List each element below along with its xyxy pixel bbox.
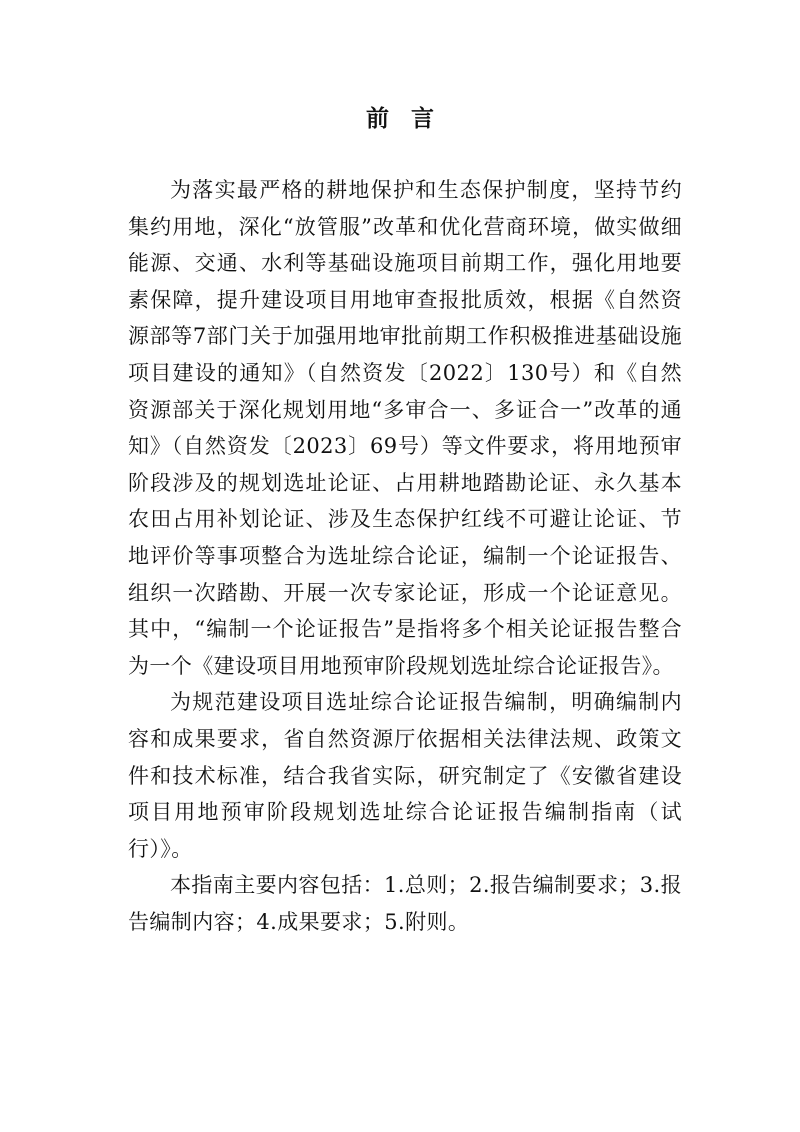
paragraph-1: 为落实最严格的耕地保护和生态保护制度，坚持节约集约用地，深化“放管服”改革和优化营商环境，做实做细能源、交通、水利等基础设施项目前期工作，强化用地要素保障，提升建设项目用地审查报批质效，根据《自然资源部等7部门关于加强用地审批前期工作积极推进基础设施项目建设的通知》（自然资发〔2022〕130号）和《自然资源部关于深化规划用地“多审合一、多证合一”改革的通知》（自然资发〔2023〕69号）等文件要求，将用地预审阶段涉及的规划选址论证、占用耕地踏勘论证、永久基本农田占用补划论证、涉及生态保护红线不可避让论证、节地评价等事项整合为选址综合论证，编制一个论证报告、组织一次踏勘、开展一次专家论证，形成一个论证意见。其中，“编制一个论证报告”是指将多个相关论证报告整合为一个《建设项目用地预审阶段规划选址综合论证报告》。 — [128, 178, 682, 678]
paragraph-2: 为规范建设项目选址综合论证报告编制，明确编制内容和成果要求，省自然资源厅依据相关法律法规、政策文件和技术标准，结合我省实际，研究制定了《安徽省建设项目用地预审阶段规划选址综合论证报告编制指南（试行）》。 — [128, 690, 682, 861]
paragraph-3: 本指南主要内容包括：1.总则；2.报告编制要求；3.报告编制内容；4.成果要求；5.附则。 — [128, 873, 682, 934]
document-body — [128, 172, 682, 940]
page-title: 前言 — [366, 105, 456, 132]
